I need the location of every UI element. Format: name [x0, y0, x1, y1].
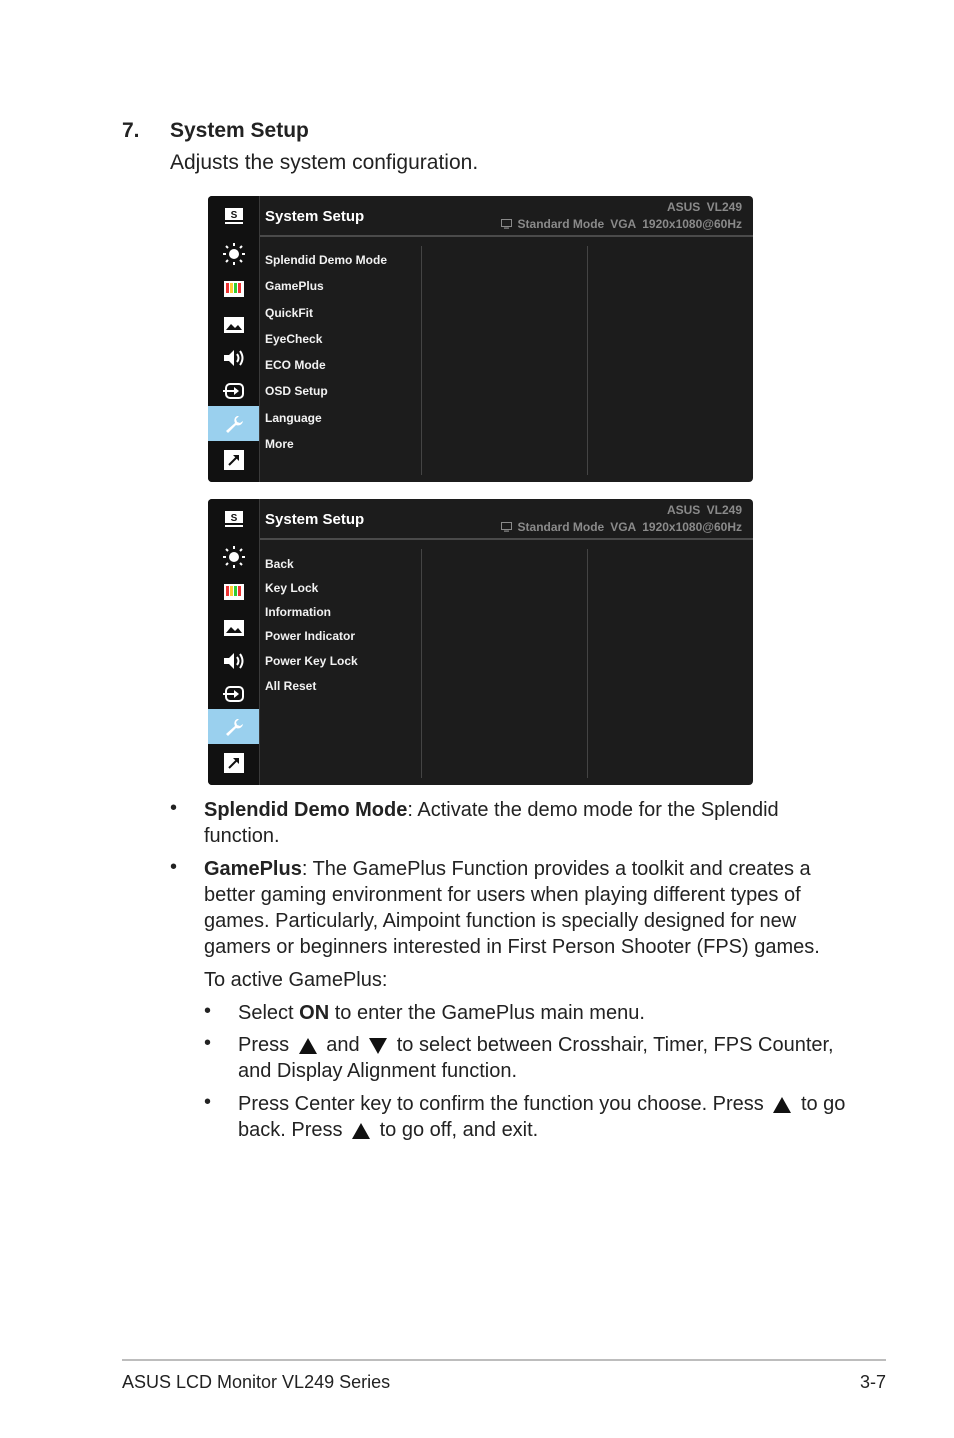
image-icon[interactable] — [208, 307, 259, 342]
menu-item-osd-setup[interactable]: OSD Setup — [265, 384, 328, 398]
sub-bullet-press-select: Press and to select between Crosshair, Timer, FPS Counter, and Display Alignment function. — [238, 1034, 834, 1082]
menu-item-eyecheck[interactable]: EyeCheck — [265, 332, 323, 346]
input-select-icon[interactable] — [208, 676, 259, 711]
osd-status — [501, 520, 742, 534]
splendid-icon[interactable] — [208, 501, 259, 536]
section-number: 7. — [122, 119, 140, 142]
bullet-marker: • — [204, 1000, 212, 1022]
svg-text:S: S — [230, 512, 237, 524]
osd-panel-main — [208, 196, 753, 482]
osd-resolution: 1920x1080@60Hz — [642, 217, 742, 231]
splendid-icon[interactable] — [208, 198, 259, 233]
osd-title: System Setup — [265, 511, 365, 528]
sound-icon[interactable] — [208, 643, 259, 678]
menu-item-back[interactable]: Back — [265, 557, 294, 571]
up-arrow-icon — [773, 1097, 791, 1113]
osd-resolution: 1920x1080@60Hz — [642, 520, 742, 534]
svg-text:S: S — [230, 209, 237, 221]
input-select-icon[interactable] — [208, 373, 259, 408]
osd-input: VGA — [610, 520, 637, 534]
section-description: Adjusts the system configuration. — [170, 151, 479, 174]
menu-item-power-indicator[interactable]: Power Indicator — [265, 629, 356, 643]
bullet-marker: • — [204, 1032, 212, 1054]
osd-model: ASUS VL249 — [666, 200, 742, 214]
page-number: 3-7 — [859, 1372, 886, 1392]
menu-item-information[interactable]: Information — [265, 605, 331, 619]
footer-divider — [122, 1359, 886, 1361]
osd-input: VGA — [610, 217, 637, 231]
color-bars-icon[interactable] — [208, 271, 259, 306]
menu-item-power-key-lock[interactable]: Power Key Lock — [265, 654, 358, 668]
osd-title: System Setup — [265, 208, 365, 225]
wrench-icon[interactable] — [208, 406, 259, 441]
footer-title: ASUS LCD Monitor VL249 Series — [122, 1372, 391, 1392]
to-active-gameplus: To active GamePlus: — [204, 969, 388, 991]
sub-bullet-press-center: Press Center key to confirm the function you choose. Press to go back. Press to go off, and exit. — [238, 1093, 846, 1141]
sound-icon[interactable] — [208, 340, 259, 375]
bullet-marker: • — [170, 797, 178, 819]
bullet-splendid-demo-mode: Splendid Demo Mode: Activate the demo mode for the Splendid function. — [204, 799, 779, 847]
brightness-icon[interactable] — [208, 236, 259, 271]
menu-item-gameplus[interactable]: GamePlus — [265, 279, 324, 293]
bullet-gameplus: GamePlus: The GamePlus Function provides a toolkit and creates a better gaming environment for users when playing different types of games. Particularly, Aimpoint function is specially designed for new gamers or beginners interested in First Person Shooter (FPS) games. — [204, 858, 820, 958]
term-gameplus: GamePlus — [204, 858, 302, 880]
menu-item-key-lock[interactable]: Key Lock — [265, 581, 319, 595]
color-bars-icon[interactable] — [208, 574, 259, 609]
monitor-icon — [501, 219, 512, 229]
menu-item-splendid-demo-mode[interactable]: Splendid Demo Mode — [265, 253, 388, 267]
osd-panel-more — [208, 499, 753, 785]
monitor-icon — [501, 522, 512, 532]
bullet-marker: • — [204, 1091, 212, 1113]
brightness-icon[interactable] — [208, 539, 259, 574]
up-arrow-icon — [352, 1123, 370, 1139]
menu-item-all-reset[interactable]: All Reset — [265, 679, 317, 693]
up-arrow-icon — [299, 1038, 317, 1054]
osd-status — [501, 217, 742, 231]
down-arrow-icon — [369, 1038, 387, 1054]
sub-bullet-select-on: Select ON to enter the GamePlus main menu. — [238, 1002, 645, 1024]
menu-item-quickfit[interactable]: QuickFit — [265, 306, 314, 320]
osd-mode: Standard Mode — [517, 520, 605, 534]
menu-item-more[interactable]: More — [265, 437, 294, 451]
shortcut-icon[interactable] — [208, 442, 259, 477]
menu-item-language[interactable]: Language — [265, 411, 322, 425]
osd-mode: Standard Mode — [517, 217, 605, 231]
shortcut-icon[interactable] — [208, 745, 259, 780]
term-splendid-demo-mode: Splendid Demo Mode — [204, 799, 408, 821]
bullet-marker: • — [170, 856, 178, 878]
wrench-icon[interactable] — [208, 709, 259, 744]
section-title: System Setup — [170, 119, 309, 142]
image-icon[interactable] — [208, 610, 259, 645]
menu-item-eco-mode[interactable]: ECO Mode — [265, 358, 326, 372]
osd-model: ASUS VL249 — [666, 503, 742, 517]
